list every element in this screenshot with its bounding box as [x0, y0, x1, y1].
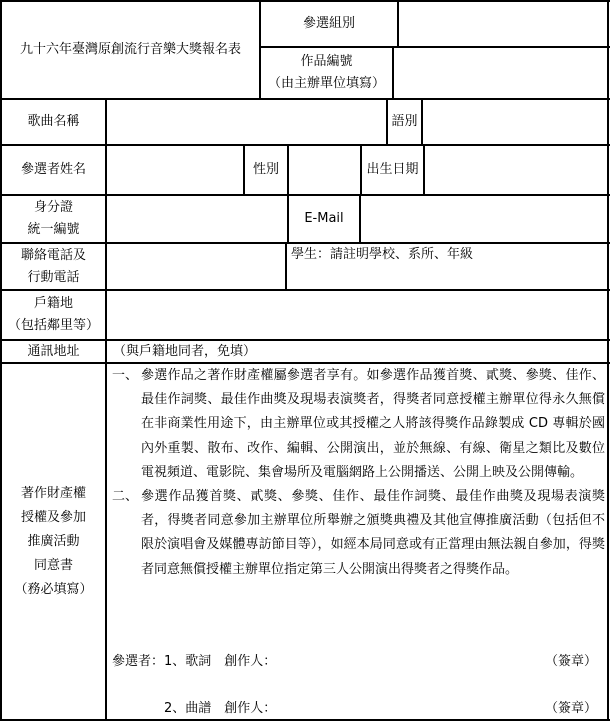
lyrics-signature-line[interactable]	[112, 652, 597, 672]
consent-item-text: 參選作品之著作財產權屬參選者享有。如參選作品獲首獎、貳獎、參獎、佳作、最佳作詞獎、最佳作曲獎及現場表演獎者，得獎者同意授權主辦單位得永久無償在非商業性用途下，由主辦單位或其授權之人將該得獎作品錄製成 CD 專輯於國內外重製、散布、改作、編輯、公開演出，並於無線、有線、衛星之類比及數位電視頻道、電影院、集會場所及電腦網路上公開播送、公開上映及公開傳輸。	[141, 368, 605, 480]
student-note-field[interactable]	[291, 244, 607, 266]
birthdate-label	[362, 146, 423, 194]
student-note-text: 學生：請註明學校、系所、年級	[291, 247, 474, 262]
id-number-label	[2, 196, 105, 242]
gender-label-text: 性別	[252, 162, 279, 177]
consent-item	[112, 364, 605, 485]
song-title-label	[2, 100, 105, 144]
phone-field[interactable]	[107, 244, 285, 289]
residence-label-line1: 戶籍地	[33, 296, 73, 311]
residence-label	[2, 291, 105, 339]
entry-number-label	[261, 48, 392, 98]
consent-label	[2, 364, 105, 719]
consent-text	[112, 364, 605, 582]
lyrics-signature-label: 1、歌詞 創作人：	[164, 654, 277, 669]
applicant-name-field[interactable]	[107, 146, 243, 194]
entry-number-label-line2: （由主辦單位填寫）	[267, 76, 385, 91]
consent-label-line: 同意書	[33, 557, 73, 573]
form-title-text: 九十六年臺灣原創流行音樂大獎報名表	[19, 42, 241, 57]
consent-item-text: 參選作品獲首獎、貳獎、參獎、佳作、最佳作詞獎、最佳作曲獎及現場表演獎者，得獎者同意參加主辦單位所舉辦之頒獎典禮及其他宣傳推廣活動（包括但不限於演唱會及媒體專訪節目等），如經本局同意或有正當理由無法親自參加，得獎者同意無償授權主辦單位指定第三人公開演出得獎者之得獎作品。	[141, 489, 605, 577]
consent-item	[112, 485, 605, 582]
signature-prefix: 參選者：	[112, 654, 165, 669]
residence-field[interactable]	[107, 291, 607, 339]
mailing-address-hint: （與戶籍地同者，免填）	[113, 343, 257, 359]
lyrics-sign-mark: （簽章）	[544, 654, 597, 669]
entry-number-label-line1: 作品編號	[300, 54, 353, 69]
gender-field[interactable]	[289, 146, 360, 194]
mailing-address-label	[2, 341, 105, 362]
category-field[interactable]	[399, 2, 607, 46]
consent-label-line: 推廣活動	[27, 533, 80, 549]
id-number-label-line1: 身分證	[33, 200, 73, 215]
consent-item-number: 二、	[112, 489, 139, 505]
birthdate-label-text: 出生日期	[366, 162, 419, 177]
phone-label-line2: 行動電話	[27, 269, 80, 285]
song-title-field[interactable]	[107, 100, 386, 144]
residence-label-line2: （包括鄰里等）	[7, 318, 99, 333]
form-title	[2, 2, 259, 98]
gender-label	[245, 146, 287, 194]
phone-label	[2, 244, 105, 289]
music-signature-line[interactable]	[164, 699, 597, 719]
category-label-text: 參選組別	[302, 16, 355, 31]
email-field[interactable]	[361, 196, 607, 242]
birthdate-field[interactable]	[425, 146, 607, 194]
language-label	[388, 100, 421, 144]
song-title-label-text: 歌曲名稱	[27, 114, 80, 129]
consent-label-line: （務必填寫）	[14, 581, 93, 597]
mailing-address-label-text: 通訊地址	[27, 343, 80, 359]
email-label-text: E-Mail	[304, 211, 344, 226]
entry-number-field	[394, 48, 607, 98]
phone-label-line1: 聯絡電話及	[20, 247, 86, 263]
consent-label-line: 著作財產權	[20, 485, 86, 501]
consent-item-number: 一、	[112, 368, 139, 383]
email-label	[289, 196, 359, 242]
language-field[interactable]	[423, 100, 607, 144]
id-number-field[interactable]	[107, 196, 287, 242]
mailing-address-field[interactable]	[113, 341, 607, 362]
grid-line	[607, 0, 609, 721]
id-number-label-line2: 統一編號	[27, 222, 80, 237]
music-signature-label: 2、曲譜 創作人：	[164, 701, 277, 716]
music-sign-mark: （簽章）	[544, 701, 597, 716]
category-label	[261, 2, 397, 46]
applicant-name-label-text: 參選者姓名	[20, 162, 86, 177]
grid-line	[0, 719, 610, 721]
grid-line	[285, 242, 287, 290]
language-label-text: 語別	[391, 114, 418, 129]
consent-label-line: 授權及參加	[20, 509, 86, 525]
applicant-name-label	[2, 146, 105, 194]
